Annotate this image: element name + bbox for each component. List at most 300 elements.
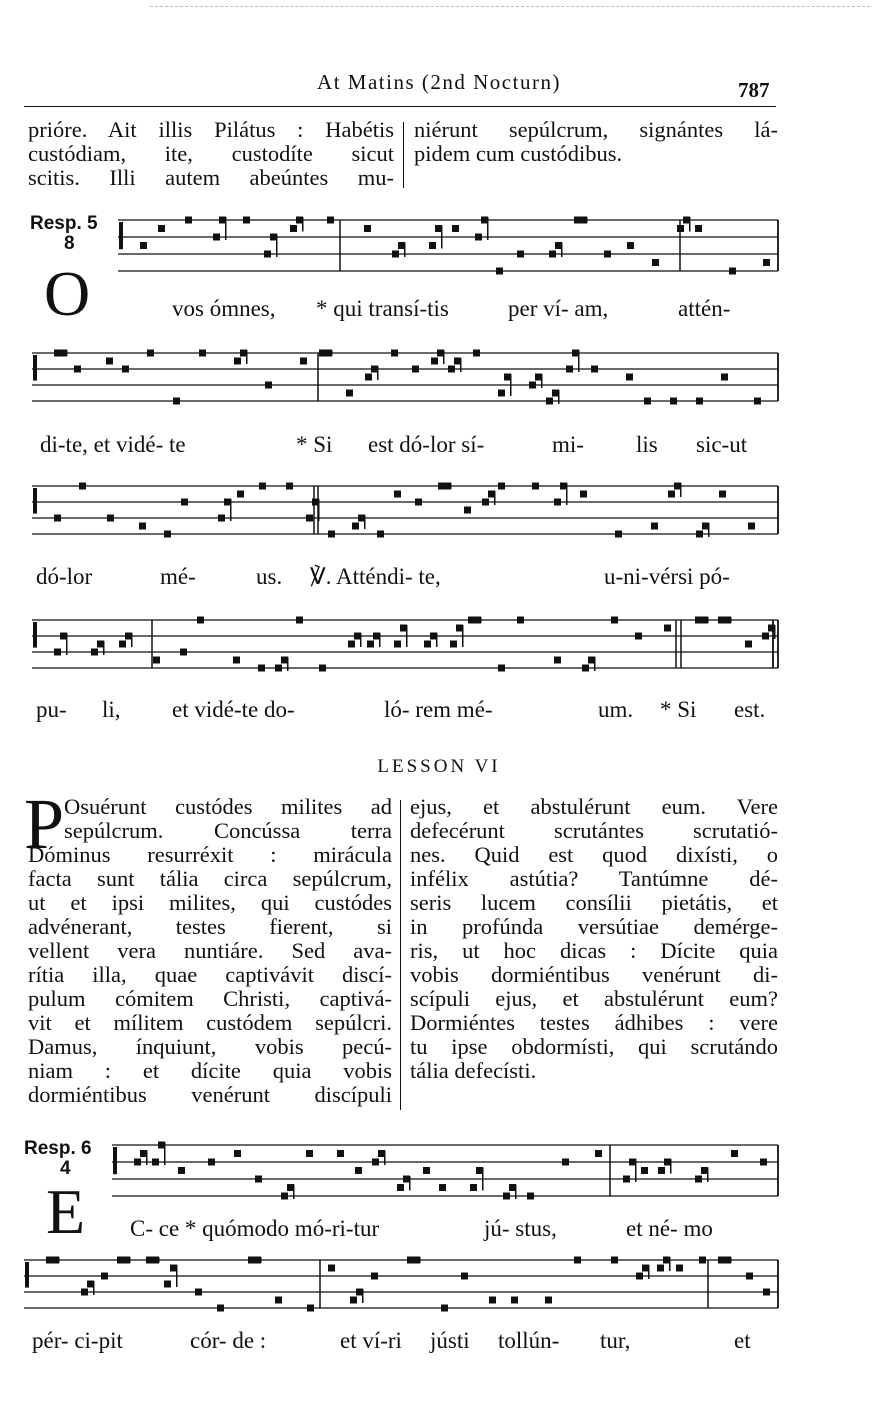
text-line: Damus, ínquiunt, vobis pecú- bbox=[28, 1034, 392, 1059]
neume bbox=[224, 499, 231, 506]
neume bbox=[454, 358, 461, 365]
neume-stem bbox=[164, 1142, 166, 1165]
lyric: et bbox=[734, 1328, 751, 1353]
neume-stem bbox=[260, 1257, 262, 1263]
neume bbox=[642, 1265, 649, 1272]
neume bbox=[464, 507, 471, 514]
neume bbox=[611, 617, 618, 624]
neume bbox=[79, 483, 86, 490]
neume bbox=[412, 366, 419, 373]
neume bbox=[763, 1289, 770, 1296]
neume bbox=[511, 1297, 518, 1304]
neume bbox=[350, 1297, 357, 1304]
neume bbox=[352, 523, 359, 530]
neume bbox=[319, 350, 326, 357]
neume bbox=[664, 625, 671, 632]
neume-stem bbox=[648, 1265, 650, 1279]
neume bbox=[664, 1159, 671, 1166]
lyric: mi- bbox=[552, 432, 584, 457]
neume bbox=[219, 217, 226, 224]
neume bbox=[199, 350, 206, 357]
neume bbox=[641, 1167, 648, 1174]
neume bbox=[470, 1184, 477, 1191]
neume-stem bbox=[450, 483, 452, 489]
neume bbox=[319, 665, 326, 672]
neume bbox=[574, 1257, 581, 1264]
lyric: jústi bbox=[430, 1328, 470, 1353]
lyric: jú- stus, bbox=[484, 1216, 557, 1241]
neume bbox=[719, 491, 726, 498]
neume bbox=[701, 1167, 708, 1174]
text-line: tu ipse obdormísti, qui scrutándo bbox=[410, 1034, 778, 1059]
text-line: facta sunt tália circa sepúlcrum, bbox=[28, 866, 392, 891]
text-line: pidem cum custódibus. bbox=[414, 141, 623, 166]
neume bbox=[580, 491, 587, 498]
neume bbox=[134, 1159, 141, 1166]
neume bbox=[54, 649, 61, 656]
neume bbox=[504, 374, 511, 381]
neume bbox=[117, 1257, 124, 1264]
text-line: vit et mílitem custódem sepúlcri. bbox=[28, 1010, 392, 1035]
neume bbox=[152, 1257, 159, 1264]
neume bbox=[552, 390, 559, 397]
neume bbox=[473, 350, 480, 357]
neume bbox=[431, 358, 438, 365]
neume bbox=[517, 251, 524, 258]
resp-6-label: Resp. 6 bbox=[24, 1138, 92, 1159]
lyric: cór- de : bbox=[190, 1328, 267, 1353]
neume bbox=[101, 1273, 108, 1280]
neume bbox=[450, 641, 457, 648]
neume bbox=[488, 491, 495, 498]
neume bbox=[677, 225, 684, 232]
neume bbox=[475, 234, 482, 241]
neume bbox=[562, 1159, 569, 1166]
neume bbox=[652, 259, 659, 266]
neume bbox=[312, 499, 319, 506]
neume bbox=[91, 649, 98, 656]
neume bbox=[676, 1265, 683, 1272]
neume bbox=[424, 641, 431, 648]
neume bbox=[234, 1150, 241, 1157]
neume bbox=[400, 625, 407, 632]
neume-stem bbox=[441, 226, 443, 249]
neume-stem bbox=[276, 234, 278, 257]
neume bbox=[306, 515, 313, 522]
neume bbox=[701, 617, 708, 624]
neume-stem bbox=[230, 499, 232, 521]
neume-stem bbox=[541, 374, 543, 388]
neume-stem bbox=[93, 1281, 95, 1295]
neume-stem bbox=[66, 633, 68, 655]
neume bbox=[644, 398, 651, 405]
neume bbox=[296, 217, 303, 224]
neume bbox=[555, 242, 562, 249]
neume bbox=[367, 641, 374, 648]
neume bbox=[517, 617, 524, 624]
neume-stem bbox=[494, 491, 496, 505]
neume bbox=[489, 1297, 496, 1304]
neume-stem bbox=[225, 217, 227, 240]
lyric: per ví- am, bbox=[508, 296, 609, 321]
text-line: niérunt sepúlcrum, signántes lá- bbox=[414, 117, 778, 142]
neume bbox=[170, 1265, 177, 1272]
neume bbox=[582, 665, 589, 672]
text-line: dormiéntibus venérunt discípuli bbox=[28, 1082, 392, 1107]
text-line: advénerant, testes fierent, si bbox=[28, 914, 392, 939]
neume-stem bbox=[443, 350, 445, 364]
neume bbox=[754, 398, 761, 405]
neume bbox=[60, 350, 67, 357]
neume bbox=[54, 515, 61, 522]
neume-stem bbox=[558, 390, 560, 404]
neume bbox=[748, 523, 755, 530]
neume-stem bbox=[377, 366, 379, 380]
clef bbox=[119, 222, 123, 249]
neume bbox=[377, 531, 384, 538]
neume bbox=[438, 483, 445, 490]
neume bbox=[762, 633, 769, 640]
neume bbox=[663, 1257, 670, 1264]
neume bbox=[657, 1265, 664, 1272]
neume bbox=[482, 499, 489, 506]
neume bbox=[626, 374, 633, 381]
neume bbox=[371, 1273, 378, 1280]
neume bbox=[197, 617, 204, 624]
neume-stem bbox=[774, 625, 776, 639]
neume bbox=[106, 358, 113, 365]
neume bbox=[325, 350, 332, 357]
neume bbox=[146, 1257, 153, 1264]
neume-stem bbox=[566, 483, 568, 505]
text-line: sepúlcrum. Concússa terra bbox=[64, 818, 392, 843]
neume bbox=[306, 1150, 313, 1157]
neume bbox=[461, 1273, 468, 1280]
lesson-right-column bbox=[410, 795, 778, 1083]
neume bbox=[595, 1150, 602, 1157]
text-line: tália defecísti. bbox=[410, 1058, 537, 1083]
intro-right-column bbox=[414, 118, 778, 166]
neume bbox=[372, 1159, 379, 1166]
neume bbox=[503, 1193, 510, 1200]
neume-stem bbox=[131, 633, 133, 647]
text-line: vobis dormiéntibus venérunt di- bbox=[410, 962, 778, 987]
text-line: nes. Quid est quod dixísti, o bbox=[410, 842, 778, 867]
lyric: est dó-lor sí- bbox=[368, 432, 485, 457]
neume bbox=[139, 523, 146, 530]
neume bbox=[651, 523, 658, 530]
text-line: rítia illa, quae captivávit discí- bbox=[28, 962, 392, 987]
neume bbox=[437, 350, 444, 357]
neume bbox=[456, 625, 463, 632]
neume bbox=[327, 217, 334, 224]
neume bbox=[119, 641, 126, 648]
lyric: et né- mo bbox=[626, 1216, 713, 1241]
neume bbox=[554, 499, 561, 506]
neume bbox=[611, 1257, 618, 1264]
neume bbox=[572, 350, 579, 357]
lyric: et ví-ri bbox=[340, 1328, 402, 1353]
neume bbox=[355, 1167, 362, 1174]
header-rule bbox=[24, 106, 776, 107]
neume bbox=[234, 358, 241, 365]
neume bbox=[371, 366, 378, 373]
neume bbox=[695, 617, 702, 624]
neume bbox=[181, 499, 188, 506]
neume bbox=[287, 1184, 294, 1191]
neume bbox=[346, 390, 353, 397]
neume bbox=[768, 625, 775, 632]
lyric: * Si bbox=[296, 432, 333, 457]
neume bbox=[545, 1297, 552, 1304]
neume bbox=[729, 268, 736, 275]
neume bbox=[403, 1176, 410, 1183]
text-line: ris, ut hoc dicas : Dícite quia bbox=[410, 938, 778, 963]
neume bbox=[87, 1281, 94, 1288]
neume-stem bbox=[66, 350, 68, 356]
text-line: Dormiéntes testes ádhibes : vere bbox=[410, 1010, 778, 1035]
neume-stem bbox=[680, 483, 682, 497]
neume bbox=[254, 1257, 261, 1264]
neume bbox=[300, 358, 307, 365]
neume bbox=[527, 1193, 534, 1200]
neume bbox=[591, 366, 598, 373]
text-line: prióre. Ait illis Pilátus : Habétis bbox=[28, 117, 394, 142]
text-line: ut et ipsi milites, qui custódes bbox=[28, 890, 392, 915]
neume bbox=[373, 633, 380, 640]
lyric: * qui transí-tis bbox=[316, 296, 449, 321]
lyric: us. bbox=[256, 564, 283, 589]
text-line: Dóminus resurréxit : mirácula bbox=[28, 842, 392, 867]
neume bbox=[699, 1257, 706, 1264]
neume-stem bbox=[379, 633, 381, 647]
neume-stem bbox=[246, 350, 248, 364]
neume bbox=[588, 657, 595, 664]
neume bbox=[439, 1184, 446, 1191]
neume bbox=[532, 483, 539, 490]
lyric: pér- ci-pit bbox=[32, 1328, 123, 1353]
neume bbox=[635, 633, 642, 640]
clef bbox=[33, 622, 37, 648]
neume bbox=[476, 1167, 483, 1174]
lyric: dó-lor bbox=[36, 564, 93, 589]
neume bbox=[391, 350, 398, 357]
neume bbox=[546, 398, 553, 405]
neume-stem bbox=[487, 217, 489, 240]
neume bbox=[529, 382, 536, 389]
neume bbox=[264, 251, 271, 258]
neume-stem bbox=[707, 1168, 709, 1183]
lyric: ló- rem mé- bbox=[384, 697, 493, 722]
neume bbox=[164, 1281, 171, 1288]
neume bbox=[358, 515, 365, 522]
neume bbox=[574, 217, 581, 224]
neume bbox=[296, 617, 303, 624]
neume bbox=[275, 665, 282, 672]
neume bbox=[636, 1273, 643, 1280]
neume-stem bbox=[730, 617, 732, 623]
neume-stem bbox=[419, 1257, 421, 1263]
neume bbox=[683, 217, 690, 224]
page-top-edge bbox=[150, 6, 870, 7]
resp-5-initial: O bbox=[44, 258, 91, 329]
neume bbox=[763, 259, 770, 266]
neume-stem bbox=[635, 1159, 637, 1182]
resp-6-mode: 4 bbox=[60, 1158, 71, 1179]
neume bbox=[441, 1305, 448, 1312]
lesson-title: LESSON VI bbox=[377, 756, 501, 777]
neume bbox=[258, 665, 265, 672]
lesson-left-column bbox=[28, 795, 392, 1107]
text-line: niam : et dícite quia vobis bbox=[28, 1058, 392, 1083]
neume bbox=[724, 1257, 731, 1264]
neume-stem bbox=[707, 617, 709, 623]
neume-stem bbox=[669, 1257, 671, 1271]
neume bbox=[498, 665, 505, 672]
neume bbox=[627, 242, 634, 249]
neume bbox=[468, 617, 475, 624]
neume bbox=[328, 1265, 335, 1272]
neume bbox=[745, 641, 752, 648]
neume bbox=[164, 531, 171, 538]
neume bbox=[81, 1289, 88, 1296]
neume bbox=[275, 1297, 282, 1304]
neume bbox=[286, 483, 293, 490]
neume bbox=[152, 1159, 159, 1166]
neume-stem bbox=[482, 1168, 484, 1191]
neume bbox=[153, 657, 160, 664]
resp-6-initial: E bbox=[46, 1176, 86, 1247]
text-line: Osuérunt custódes milites ad bbox=[64, 794, 392, 819]
neume bbox=[97, 641, 104, 648]
text-line: scitis. Illi autem abeúntes mu- bbox=[28, 165, 394, 190]
neume-stem bbox=[318, 499, 320, 521]
neume bbox=[566, 366, 573, 373]
neume bbox=[746, 1273, 753, 1280]
neume bbox=[123, 1257, 130, 1264]
lyric: et vidé-te do- bbox=[172, 697, 295, 722]
neume bbox=[348, 641, 355, 648]
page-number: 787 bbox=[738, 78, 770, 102]
neume-stem bbox=[436, 633, 438, 647]
neume bbox=[356, 1289, 363, 1296]
neume bbox=[337, 1150, 344, 1157]
neume-stem bbox=[404, 243, 406, 258]
neume bbox=[718, 1257, 725, 1264]
resp-6-staff-1 bbox=[0, 1135, 878, 1210]
neume bbox=[107, 515, 114, 522]
neume-stem bbox=[594, 657, 596, 671]
neume bbox=[217, 1305, 224, 1312]
neume-stem bbox=[730, 1257, 732, 1263]
neume-stem bbox=[58, 1257, 60, 1263]
resp-5-staff-3 bbox=[0, 478, 878, 548]
neume-stem bbox=[460, 358, 462, 372]
resp-5-staff-2 bbox=[0, 345, 878, 415]
lyric: vos ómnes, bbox=[172, 296, 276, 321]
text-line: defecérunt scrutántes scrutatió- bbox=[410, 818, 778, 843]
neume bbox=[398, 242, 405, 249]
neume bbox=[52, 1257, 59, 1264]
text-line: vellent vera nuntiáre. Sed ava- bbox=[28, 938, 392, 963]
text-line: inféliх astútia? Tantúmne dé- bbox=[410, 866, 778, 891]
neume bbox=[54, 350, 61, 357]
neume bbox=[718, 617, 725, 624]
neume bbox=[281, 657, 288, 664]
neume-stem bbox=[406, 625, 408, 647]
neume bbox=[270, 234, 277, 241]
neume bbox=[147, 350, 154, 357]
lyric: di-te, et vidé- te bbox=[40, 432, 186, 457]
neume-stem bbox=[586, 217, 588, 223]
neume bbox=[695, 225, 702, 232]
neume-stem bbox=[103, 641, 105, 655]
neume-stem bbox=[146, 1151, 148, 1166]
neume bbox=[122, 366, 129, 373]
neume bbox=[623, 1176, 630, 1183]
neume bbox=[670, 398, 677, 405]
neume bbox=[535, 374, 542, 381]
neume bbox=[696, 398, 703, 405]
neume-stem bbox=[480, 617, 482, 623]
neume bbox=[560, 483, 567, 490]
neume bbox=[721, 374, 728, 381]
neume-stem bbox=[293, 1185, 295, 1200]
neume bbox=[549, 251, 556, 258]
neume-stem bbox=[362, 1289, 364, 1303]
neume bbox=[509, 1184, 516, 1191]
neume bbox=[265, 382, 272, 389]
neume bbox=[307, 1305, 314, 1312]
neume bbox=[213, 234, 220, 241]
neume-stem bbox=[515, 1185, 517, 1200]
resp-5-mode: 8 bbox=[64, 233, 75, 254]
neume bbox=[696, 531, 703, 538]
neume bbox=[259, 483, 266, 490]
neume-stem bbox=[384, 1151, 386, 1166]
neume-stem bbox=[578, 350, 580, 372]
neume bbox=[208, 1159, 215, 1166]
neume bbox=[496, 268, 503, 275]
neume bbox=[46, 1257, 53, 1264]
neume-stem bbox=[462, 625, 464, 647]
neume bbox=[554, 657, 561, 664]
lyric: lis bbox=[636, 432, 658, 457]
neume bbox=[702, 523, 709, 530]
neume bbox=[695, 1176, 702, 1183]
text-line: seris lucem consílii pietátis, et bbox=[410, 890, 778, 915]
neume bbox=[392, 251, 399, 258]
neume bbox=[218, 515, 225, 522]
neume bbox=[498, 390, 505, 397]
neume bbox=[629, 1159, 636, 1166]
neume-stem bbox=[364, 515, 366, 529]
neume bbox=[248, 1257, 255, 1264]
neume bbox=[354, 633, 361, 640]
neume bbox=[74, 366, 81, 373]
neume bbox=[452, 225, 459, 232]
neume-stem bbox=[129, 1257, 131, 1263]
neume bbox=[125, 633, 132, 640]
neume bbox=[185, 217, 192, 224]
neume bbox=[498, 483, 505, 490]
neume bbox=[415, 499, 422, 506]
lyric: um. bbox=[598, 697, 634, 722]
neume bbox=[580, 217, 587, 224]
clef bbox=[33, 355, 37, 381]
lyric: tollún- bbox=[498, 1328, 560, 1353]
text-line: in profúnda versútiae demérge- bbox=[410, 914, 778, 939]
